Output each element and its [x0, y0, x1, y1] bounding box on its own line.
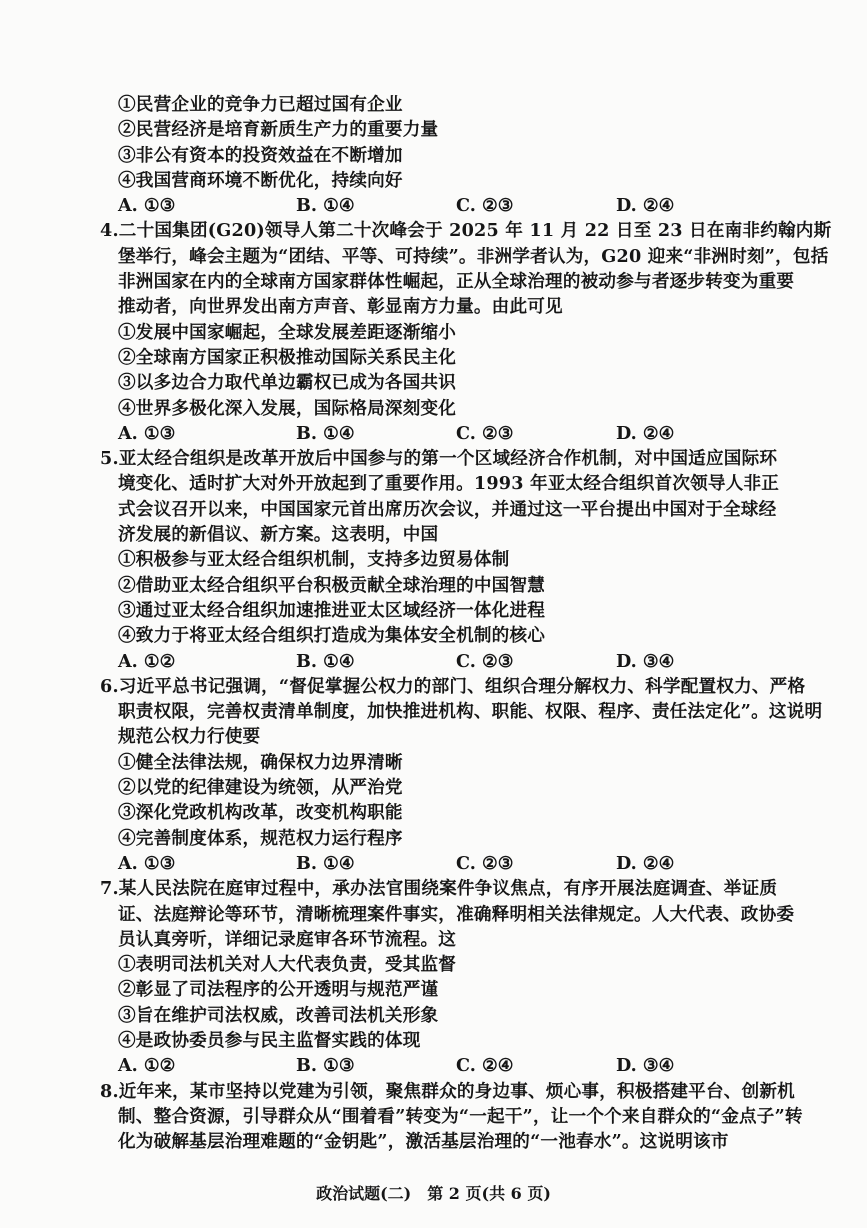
q5-stem-line-1: [100, 446, 778, 471]
q3-option-3: ③非公有资本的投资效益在不断增加: [118, 144, 403, 166]
q6-choice-c: C. ②③: [456, 852, 514, 874]
q8-stem-line-3: 化为破解基层治理难题的“金钥匙”，激活基层治理的“一池春水”。这说明该市: [118, 1131, 729, 1153]
q3-choice-b: B. ①④: [296, 195, 355, 217]
question-5: [100, 446, 780, 674]
q5-stem-line-3: 式会议召开以来，中国国家元首出席历次会议，并通过这一平台提出中国对于全球经: [118, 498, 777, 520]
question-8: [100, 1079, 803, 1155]
q3-option-4: ④我国营商环境不断优化，持续向好: [118, 169, 403, 191]
q5-stem-line-2: 境变化、适时扩大对外开放起到了重要作用。1993 年亚太经合组织首次领导人非正: [118, 473, 780, 495]
q7-choices: [118, 1053, 778, 1078]
q7-choice-a: A. ①②: [118, 1055, 176, 1077]
q8-stem-line-1: [100, 1079, 795, 1104]
q7-choice-b: B. ①③: [296, 1055, 355, 1077]
q6-choice-b: B. ①④: [296, 852, 355, 874]
q3-option-2: ②民营经济是培育新质生产力的重要力量: [118, 119, 439, 141]
q8-number: 8.: [100, 1080, 119, 1102]
q5-choice-d: D. ③④: [616, 650, 675, 672]
exam-content: [100, 92, 832, 1154]
q8-stem-line-2: 制、整合资源，引导群众从“围着看”转变为“一起干”，让一个个来自群众的“金点子”转: [118, 1105, 803, 1127]
q3-choice-a: A. ①③: [118, 195, 176, 217]
q4-stem-line-3: 非洲国家在内的全球南方国家群体性崛起，正从全球治理的被动参与者逐步转变为重要: [118, 271, 795, 293]
q5-option-2: ②借助亚太经合组织平台积极贡献全球治理的中国智慧: [118, 574, 546, 596]
q5-number: 5.: [100, 448, 119, 470]
q7-stem-text-1: 某人民法院在庭审过程中，承办法官围绕案件争议焦点，有序开展法庭调查、举证质: [118, 878, 778, 900]
q6-choice-d: D. ②④: [616, 852, 675, 874]
q4-choice-c: C. ②③: [456, 422, 514, 444]
q4-option-4: ④世界多极化深入发展，国际格局深刻变化: [118, 397, 457, 419]
q7-number: 7.: [100, 878, 119, 900]
q4-choices: [118, 421, 778, 446]
q4-option-2: ②全球南方国家正积极推动国际关系民主化: [118, 346, 457, 368]
q5-option-1: ①积极参与亚太经合组织机制，支持多边贸易体制: [118, 549, 510, 571]
q7-stem-line-2: 证、法庭辩论等环节，清晰梳理案件事实，准确释明相关法律规定。人大代表、政协委: [118, 903, 795, 925]
q7-option-4: ④是政协委员参与民主监督实践的体现: [118, 1029, 421, 1051]
q7-stem-line-1: [100, 876, 778, 901]
q6-stem-text-1: 习近平总书记强调，“督促掌握公权力的部门、组织合理分解权力、科学配置权力、严格: [118, 675, 806, 697]
q4-stem-line-4: 推动者，向世界发出南方声音、彰显南方力量。由此可见: [118, 296, 563, 318]
q6-option-2: ②以党的纪律建设为统领，从严治党: [118, 777, 403, 799]
q7-stem-line-3: 员认真旁听，详细记录庭审各环节流程。这: [118, 928, 457, 950]
q6-stem-line-2: 职责权限，完善权责清单制度，加快推进机构、职能、权限、程序、责任法定化”。这说明: [118, 701, 823, 723]
q4-stem-line-2: 堡举行，峰会主题为“团结、平等、可持续”。非洲学者认为，G20 迎来“非洲时刻”，包括: [118, 245, 829, 267]
q4-choice-b: B. ①④: [296, 422, 355, 444]
page-footer: 政治试题(二) 第 2 页(共 6 页): [316, 1184, 551, 1203]
q6-option-1: ①健全法律法规，确保权力边界清晰: [118, 751, 403, 773]
question-6: [100, 674, 823, 876]
q3-option-1: ①民营企业的竞争力已超过国有企业: [118, 94, 403, 115]
q4-stem-text-1: 二十国集团(G20)领导人第二十次峰会于 2025 年 11 月 22 日至 23 日在南非约翰内斯: [118, 220, 832, 242]
q7-option-1: ①表明司法机关对人大代表负责，受其监督: [118, 954, 457, 976]
q6-choices: [118, 851, 778, 876]
q5-choice-a: A. ①②: [118, 650, 176, 672]
q5-stem-text-1: 亚太经合组织是改革开放后中国参与的第一个区域经济合作机制，对中国适应国际环: [118, 448, 778, 470]
q4-option-3: ③以多边合力取代单边霸权已成为各国共识: [118, 372, 457, 394]
q5-choice-c: C. ②③: [456, 650, 514, 672]
q6-option-3: ③深化党政机构改革，改变机构职能: [118, 802, 403, 824]
q6-stem-line-1: [100, 674, 806, 699]
q7-choice-c: C. ②④: [456, 1055, 514, 1077]
question-4: [100, 218, 832, 446]
q5-choice-b: B. ①④: [296, 650, 355, 672]
q5-choices: [118, 649, 778, 674]
q7-choice-d: D. ③④: [616, 1055, 675, 1077]
q5-stem-line-4: 济发展的新倡议、新方案。这表明，中国: [118, 524, 439, 546]
q4-stem-line-1: [100, 218, 832, 243]
q4-choice-d: D. ②④: [616, 422, 675, 444]
q4-choice-a: A. ①③: [118, 422, 176, 444]
q5-option-3: ③通过亚太经合组织加速推进亚太区域经济一体化进程: [118, 599, 546, 621]
q3-choice-d: D. ②④: [616, 195, 675, 217]
q6-choice-a: A. ①③: [118, 852, 176, 874]
q7-option-3: ③旨在维护司法权威，改善司法机关形象: [118, 1004, 439, 1026]
q6-number: 6.: [100, 675, 119, 697]
question-7: [100, 876, 795, 1078]
q4-option-1: ①发展中国家崛起，全球发展差距逐渐缩小: [118, 321, 457, 343]
q4-number: 4.: [100, 220, 119, 242]
q5-option-4: ④致力于将亚太经合组织打造成为集体安全机制的核心: [118, 625, 546, 647]
q3-choices: [118, 193, 778, 218]
q8-stem-text-1: 近年来，某市坚持以党建为引领，聚焦群众的身边事、烦心事，积极搭建平台、创新机: [118, 1080, 795, 1102]
q6-option-4: ④完善制度体系，规范权力运行程序: [118, 827, 403, 849]
q6-stem-line-3: 规范公权力行使要: [118, 726, 261, 748]
question-3-options: [118, 92, 778, 218]
q3-choice-c: C. ②③: [456, 195, 514, 217]
q7-option-2: ②彰显了司法程序的公开透明与规范严谨: [118, 979, 439, 1001]
